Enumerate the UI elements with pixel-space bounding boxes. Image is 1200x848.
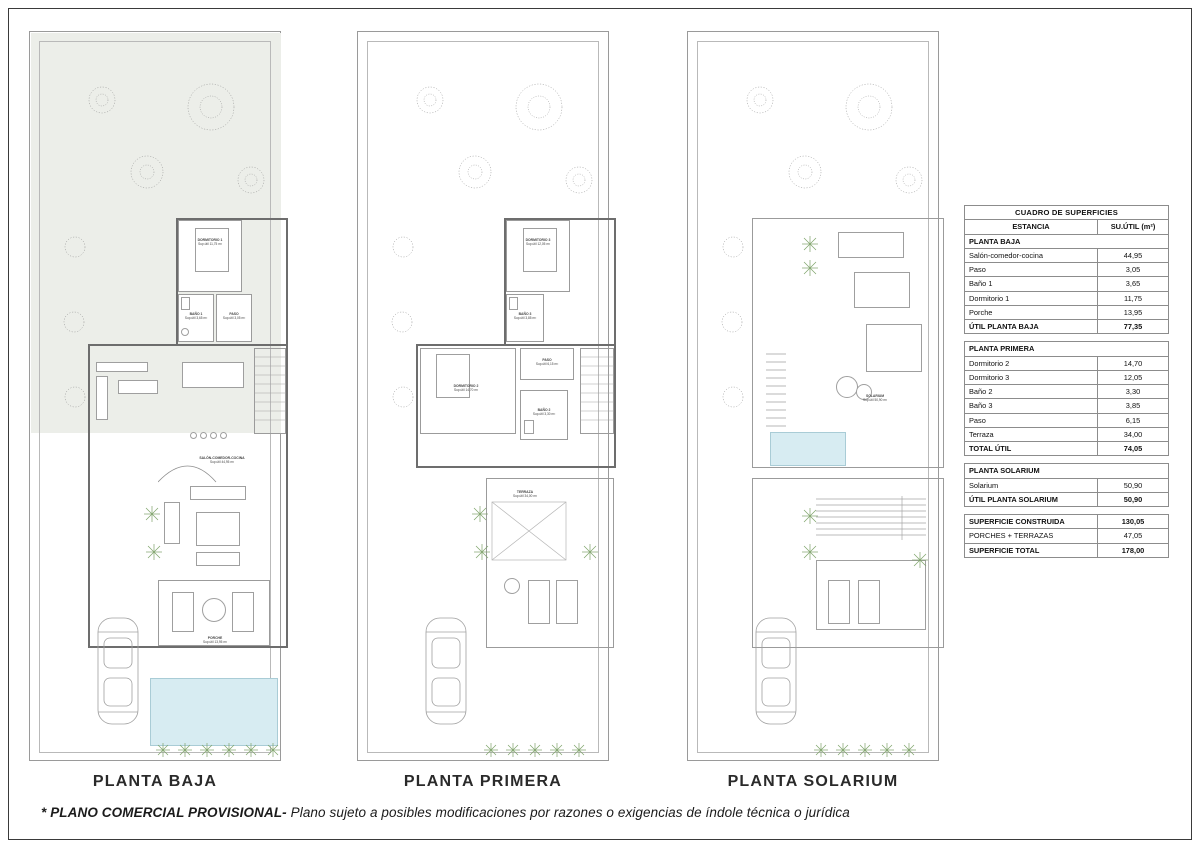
table-group-header: PLANTA SOLARIUM [965, 464, 1169, 478]
row-value: 11,75 [1098, 291, 1169, 305]
table-row [965, 370, 1169, 384]
table-col-room: ESTANCIA [965, 220, 1098, 234]
row-value: 74,05 [1098, 442, 1169, 456]
row-value: 77,35 [1098, 320, 1169, 334]
table-row [965, 356, 1169, 370]
table-summary-row [965, 515, 1169, 529]
table-col-area: SU.ÚTIL (m²) [1098, 220, 1169, 234]
table-row [965, 427, 1169, 441]
row-label: Paso [965, 263, 1098, 277]
disclaimer-note [41, 805, 850, 820]
floor-plan-planta-baja [29, 31, 281, 790]
table-row [965, 413, 1169, 427]
row-value: 3,65 [1098, 277, 1169, 291]
table-row [965, 385, 1169, 399]
table-summary-row [965, 543, 1169, 557]
row-label: SUPERFICIE TOTAL [965, 543, 1098, 557]
plan-caption-planta-primera: PLANTA PRIMERA [403, 773, 563, 790]
row-value: 6,15 [1098, 413, 1169, 427]
table-row [965, 248, 1169, 262]
floor-plan-planta-primera [357, 31, 609, 790]
row-label: ÚTIL PLANTA BAJA [965, 320, 1098, 334]
plan-caption-planta-solarium: PLANTA SOLARIUM [727, 773, 899, 790]
row-label: Baño 1 [965, 277, 1098, 291]
table-row [965, 478, 1169, 492]
table-group-header: PLANTA BAJA [965, 234, 1169, 248]
plot-outline: SOLARIUM Sup.útil 50,90 m² [687, 31, 939, 761]
row-label: Paso [965, 413, 1098, 427]
row-label: PORCHES + TERRAZAS [965, 529, 1098, 543]
table-group-header: PLANTA PRIMERA [965, 342, 1169, 356]
table-row [965, 277, 1169, 291]
row-value: 13,95 [1098, 305, 1169, 319]
row-label: Dormitorio 3 [965, 370, 1098, 384]
drawing-sheet [8, 8, 1192, 840]
row-label: ÚTIL PLANTA SOLARIUM [965, 492, 1098, 506]
table-row [965, 399, 1169, 413]
row-label: Solarium [965, 478, 1098, 492]
table-total-row [965, 320, 1169, 334]
palm-layer [358, 32, 610, 762]
row-label: Baño 2 [965, 385, 1098, 399]
plot-outline: DORMITORIO 1 Sup.útil 11,75 m² BAÑO 1 Sup.útil 3,65 m² PASO Sup.útil 3,05 m² SALÓN-COMEDOR-COCINA Sup.útil 44,95 m² PORCHE Sup.útil 13,95 m² [29, 31, 281, 761]
table-row [965, 263, 1169, 277]
row-value: 14,70 [1098, 356, 1169, 370]
row-label: Porche [965, 305, 1098, 319]
table-total-row [965, 442, 1169, 456]
floor-plan-planta-solarium [687, 31, 939, 790]
row-value: 50,90 [1098, 492, 1169, 506]
row-label: Dormitorio 2 [965, 356, 1098, 370]
plan-caption-planta-baja: PLANTA BAJA [92, 773, 218, 790]
row-value: 3,05 [1098, 263, 1169, 277]
row-value: 12,05 [1098, 370, 1169, 384]
surface-table [964, 205, 1169, 558]
row-label: Terraza [965, 427, 1098, 441]
disclaimer-text: Plano sujeto a posibles modificaciones por razones o exigencias de índole técnica o jurídica [286, 805, 850, 820]
row-value: 34,00 [1098, 427, 1169, 441]
palm-layer [30, 32, 282, 762]
row-value: 3,30 [1098, 385, 1169, 399]
table-total-row [965, 492, 1169, 506]
row-value: 178,00 [1098, 543, 1169, 557]
row-value: 130,05 [1098, 515, 1169, 529]
plot-outline: DORMITORIO 3 Sup.útil 12,05 m² BAÑO 3 Sup.útil 3,85 m² DORMITORIO 2 Sup.útil 14,70 m² PASO Sup.útil 6,15 m² BAÑO 2 Sup.útil 3,30 m² TERRAZA Sup.útil 34,00 m² [357, 31, 609, 761]
row-label: SUPERFICIE CONSTRUIDA [965, 515, 1098, 529]
table-row [965, 305, 1169, 319]
table-title: CUADRO DE SUPERFICIES [965, 206, 1169, 220]
palm-layer [688, 32, 940, 762]
row-value: 47,05 [1098, 529, 1169, 543]
table-row [965, 291, 1169, 305]
row-value: 50,90 [1098, 478, 1169, 492]
table-summary-row [965, 529, 1169, 543]
row-value: 44,95 [1098, 248, 1169, 262]
row-label: Salón-comedor-cocina [965, 248, 1098, 262]
row-label: Dormitorio 1 [965, 291, 1098, 305]
row-value: 3,85 [1098, 399, 1169, 413]
disclaimer-prefix: * PLANO COMERCIAL PROVISIONAL- [41, 805, 287, 820]
row-label: TOTAL ÚTIL [965, 442, 1098, 456]
row-label: Baño 3 [965, 399, 1098, 413]
